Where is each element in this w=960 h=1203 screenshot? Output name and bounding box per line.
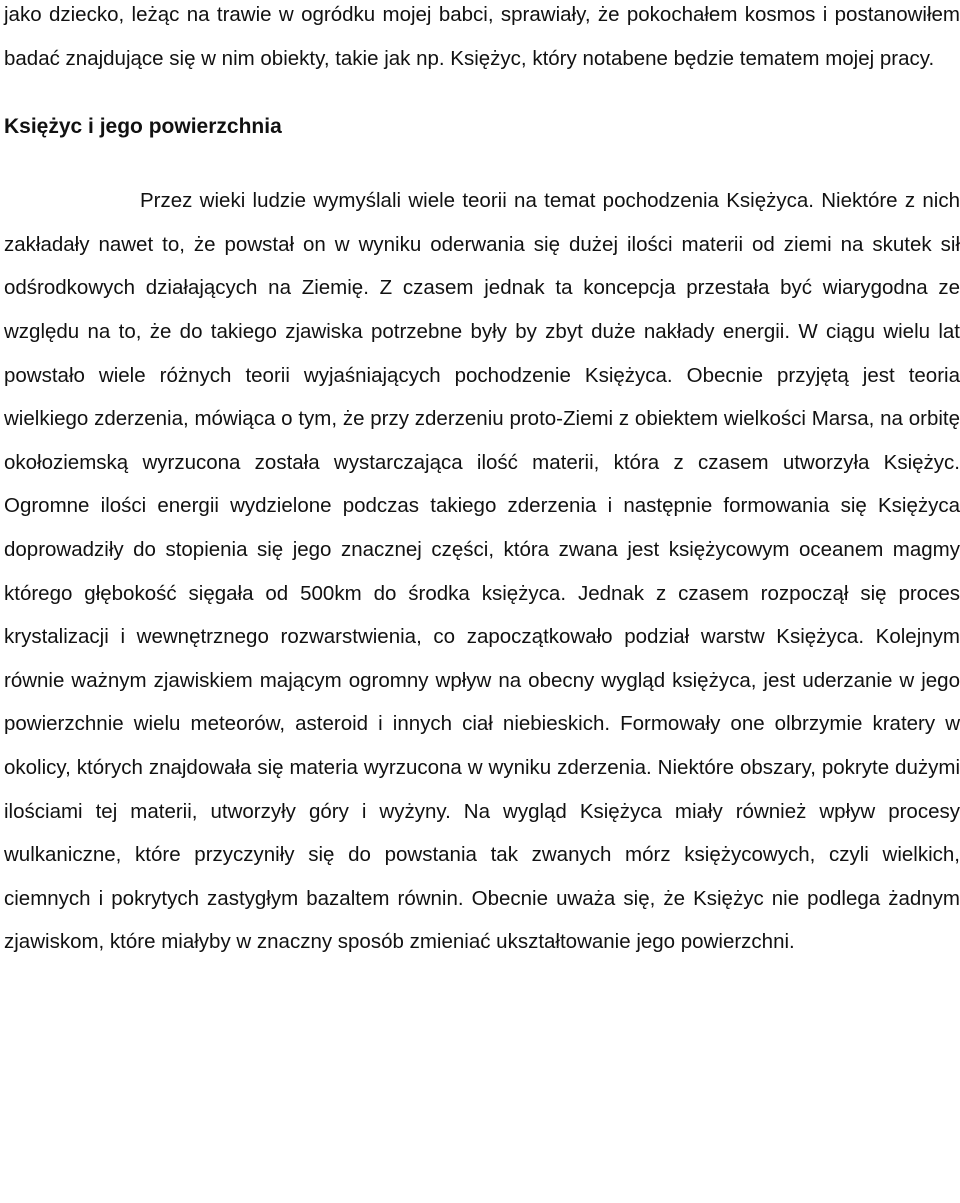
main-paragraph: Przez wieki ludzie wymyślali wiele teorii na temat pochodzenia Księżyca. Niektóre z nich zakładały nawet to, że powstał on w wyniku oderwania się dużej ilości materii od ziemi na skutek sił odśrodkowych działających na Ziemię. Z czasem jednak ta koncepcja przestała być wiarygodna ze względu na to, że do takiego zjawiska potrzebne były by zbyt duże nakłady energii. W ciągu wielu lat powstało wiele różnych teorii wyjaśniających pochodzenie Księżyca. Obecnie przyjętą jest teoria wielkiego zderzenia, mówiąca o tym, że przy zderzeniu proto-Ziemi z obiektem wielkości Marsa, na orbitę okołoziemską wyrzucona została wystarczająca ilość materii, która z czasem utworzyła Księżyc. Ogromne ilości energii wydzielone podczas takiego zderzenia i następnie formowania się Księżyca doprowadziły do stopienia się jego znacznej części, która zwana jest księżycowym oceanem magmy którego głębokość sięgała od 500km do środka księżyca. Jednak z czasem rozpoczął się proces krystalizacji i wewnętrznego rozwarstwienia, co zapoczątkowało podział warstw Księżyca. Kolejnym równie ważnym zjawiskiem mającym ogromny wpływ na obecny wygląd księżyca, jest uderzanie w jego powierzchnie wielu meteorów, asteroid i innych ciał niebieskich. Formowały one olbrzymie kratery w okolicy, których znajdowała się materia wyrzucona w wyniku zderzenia. Niektóre obszary, pokryte dużymi ilościami tej materii, utworzyły góry i wyżyny. Na wygląd Księżyca miały również wpływ procesy wulkaniczne, które przyczyniły się do powstania tak zwanych mórz księżycowych, czyli wielkich, ciemnych i pokrytych zastygłym bazaltem równin. Obecnie uważa się, że Księżyc nie podlega żadnym zjawiskom, które miałyby w znaczny sposób zmieniać ukształtowanie jego powierzchni. (4, 189, 960, 954)
section-heading: Księżyc i jego powierzchnia (4, 115, 282, 139)
intro-paragraph: jako dziecko, leżąc na trawie w ogródku mojej babci, sprawiały, że pokochałem kosmos i postanowiłem badać znajdujące się w nim obiekty, takie jak np. Księżyc, który notabene będzie tematem mojej pracy. (4, 3, 960, 70)
document-body (4, 0, 960, 964)
